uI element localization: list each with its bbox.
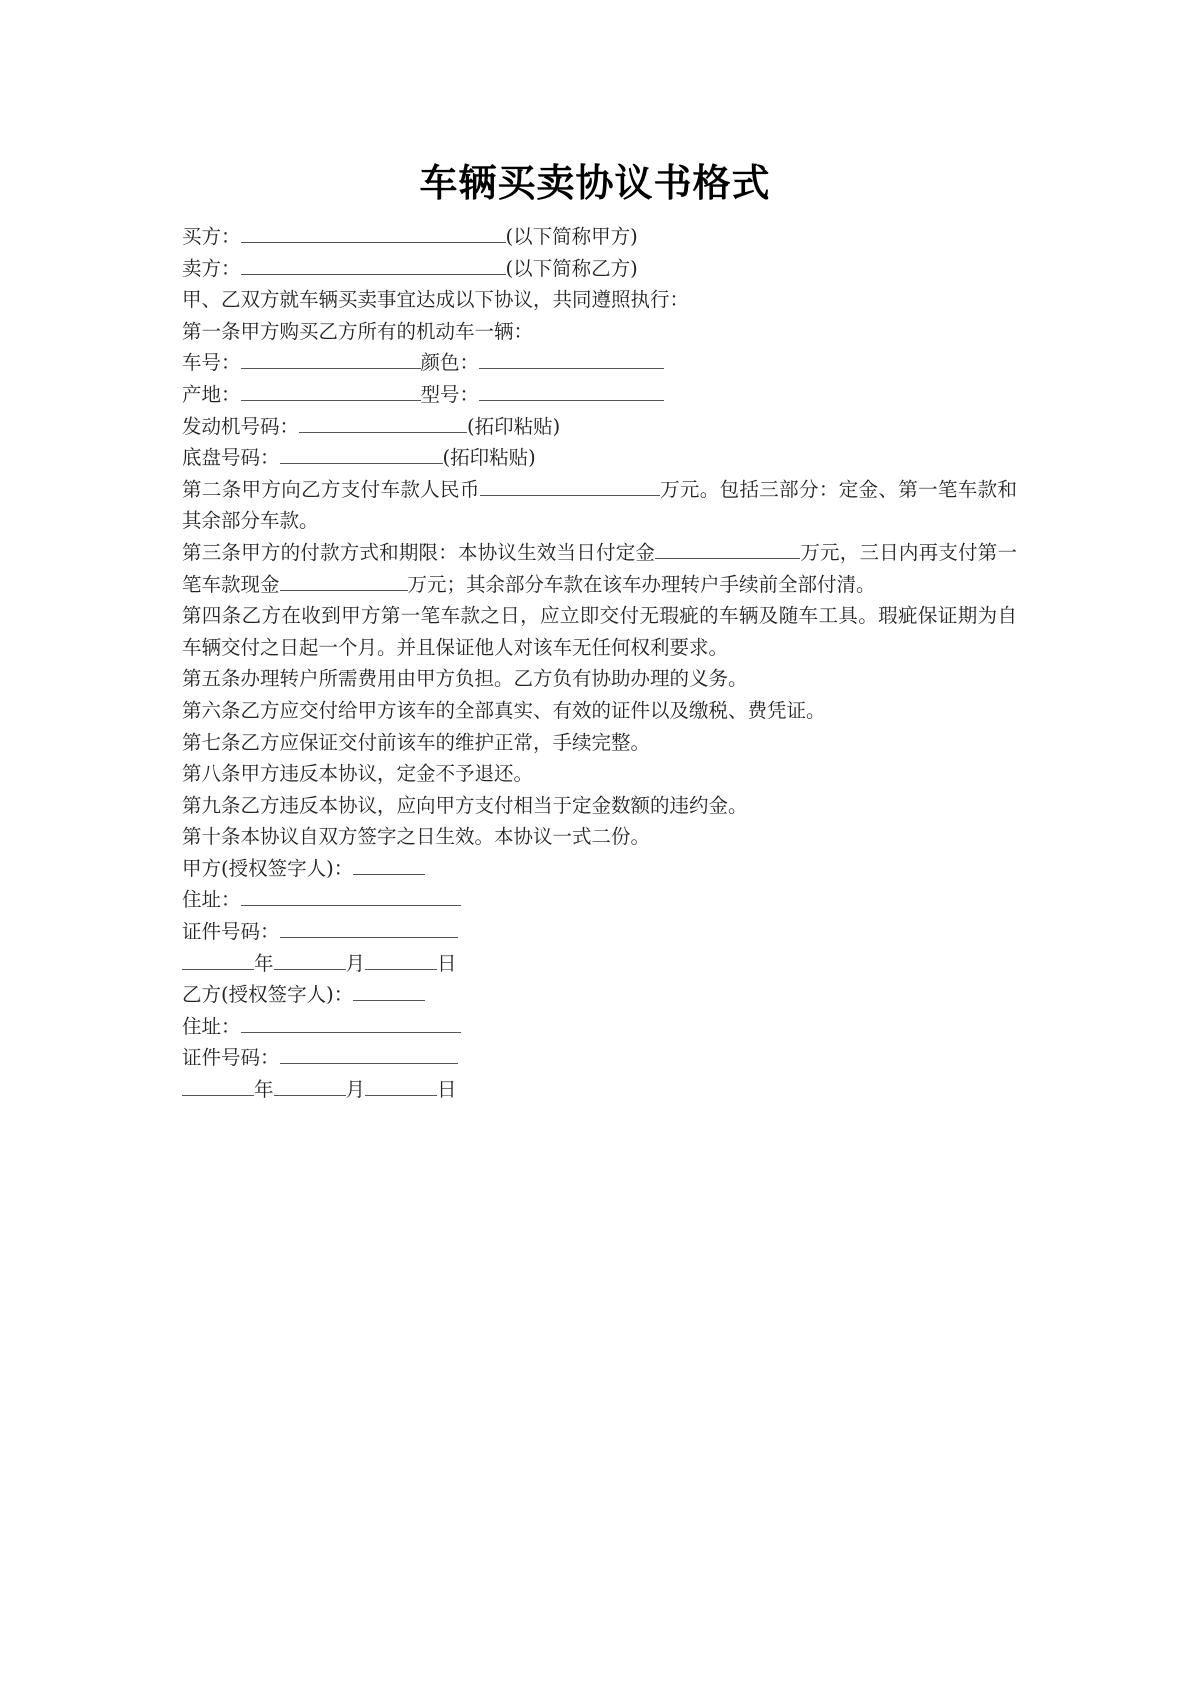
party-a-id-line bbox=[182, 916, 1017, 948]
party-b-year-field[interactable] bbox=[182, 1075, 254, 1096]
article-3 bbox=[182, 537, 1017, 600]
party-b-address-field[interactable] bbox=[241, 1012, 461, 1033]
document-title: 车辆买卖协议书格式 bbox=[419, 161, 771, 205]
buyer-note: (以下简称甲方) bbox=[505, 225, 638, 248]
first-payment-field[interactable] bbox=[280, 570, 408, 591]
plate-color-line bbox=[182, 347, 1017, 379]
party-a-signer-label: 甲方(授权签字人)： bbox=[182, 856, 354, 880]
party-a-id-field[interactable] bbox=[280, 917, 458, 938]
month-label: 月 bbox=[345, 951, 366, 975]
seller-line bbox=[182, 253, 1017, 285]
article-1: 第一条甲方购买乙方所有的机动车一辆： bbox=[182, 319, 534, 343]
party-b-id-label: 证件号码： bbox=[182, 1046, 280, 1070]
article-2-prefix: 第二条甲方向乙方支付车款人民币 bbox=[182, 477, 480, 501]
seller-name-field[interactable] bbox=[241, 254, 506, 275]
party-b-month-field[interactable] bbox=[274, 1075, 346, 1096]
party-b-address-line bbox=[182, 1011, 1017, 1043]
month-label: 月 bbox=[345, 1078, 366, 1102]
seller-label: 卖方： bbox=[182, 256, 241, 280]
party-b-signer-label: 乙方(授权签字人)： bbox=[182, 983, 354, 1007]
chassis-number-line bbox=[182, 442, 1017, 474]
party-b-id-field[interactable] bbox=[280, 1043, 458, 1064]
article-3-suffix: 万元；其余部分车款在该车办理转户手续前全部付清。 bbox=[407, 572, 876, 596]
article-3-middle: 万元，三日内再支付第一笔车款现金 bbox=[182, 540, 1017, 596]
chassis-note: (拓印粘贴) bbox=[442, 446, 536, 470]
origin-model-line bbox=[182, 379, 1017, 411]
origin-field[interactable] bbox=[241, 380, 421, 401]
party-a-day-field[interactable] bbox=[365, 949, 437, 970]
article-8: 第八条甲方违反本协议，定金不予退还。 bbox=[182, 762, 534, 786]
year-label: 年 bbox=[254, 1078, 274, 1102]
day-label: 日 bbox=[437, 1078, 457, 1102]
party-a-date-line bbox=[182, 948, 1017, 980]
party-b-address-label: 住址： bbox=[182, 1014, 241, 1038]
buyer-line bbox=[182, 221, 1017, 253]
article-4: 第四条乙方在收到甲方第一笔车款之日，应立即交付无瑕疵的车辆及随车工具。瑕疵保证期为自车辆交付之日起一个月。并且保证他人对该车无任何权利要求。 bbox=[182, 604, 1017, 659]
article-7: 第七条乙方应保证交付前该车的维护正常，手续完整。 bbox=[182, 730, 651, 754]
party-a-signature-field[interactable] bbox=[353, 854, 425, 875]
deposit-field[interactable] bbox=[655, 538, 800, 559]
day-label: 日 bbox=[437, 951, 457, 975]
buyer-label: 买方： bbox=[182, 225, 241, 248]
article-10: 第十条本协议自双方签字之日生效。本协议一式二份。 bbox=[182, 825, 651, 849]
year-label: 年 bbox=[254, 951, 274, 975]
total-price-field[interactable] bbox=[480, 475, 660, 496]
party-a-signer-line bbox=[182, 853, 1017, 885]
engine-label: 发动机号码： bbox=[182, 414, 300, 438]
party-a-month-field[interactable] bbox=[274, 949, 346, 970]
chassis-label: 底盘号码： bbox=[182, 446, 280, 470]
party-b-day-field[interactable] bbox=[365, 1075, 437, 1096]
party-a-address-field[interactable] bbox=[241, 885, 461, 906]
party-a-year-field[interactable] bbox=[182, 949, 254, 970]
engine-note: (拓印粘贴) bbox=[467, 414, 561, 438]
party-b-id-line bbox=[182, 1042, 1017, 1074]
engine-number-field[interactable] bbox=[299, 412, 467, 433]
article-2 bbox=[182, 474, 1017, 537]
article-2-suffix: 万元。包括三部分：定金、第一笔车款和其余部分车款。 bbox=[182, 477, 1017, 533]
origin-label: 产地： bbox=[182, 382, 241, 406]
party-b-signer-line bbox=[182, 979, 1017, 1011]
article-3-prefix: 第三条甲方的付款方式和期限：本协议生效当日付定金 bbox=[182, 540, 656, 564]
seller-note: (以下简称乙方) bbox=[505, 256, 638, 280]
color-label: 颜色： bbox=[420, 351, 480, 375]
party-a-id-label: 证件号码： bbox=[182, 920, 280, 944]
party-a-address-label: 住址： bbox=[182, 888, 241, 912]
party-a-address-line bbox=[182, 884, 1017, 916]
article-6: 第六条乙方应交付给甲方该车的全部真实、有效的证件以及缴税、费凭证。 bbox=[182, 698, 826, 722]
document-body bbox=[182, 221, 1017, 1106]
model-field[interactable] bbox=[479, 380, 664, 401]
plate-label: 车号： bbox=[182, 351, 241, 375]
preamble: 甲、乙双方就车辆买卖事宜达成以下协议，共同遵照执行： bbox=[182, 288, 690, 312]
chassis-number-field[interactable] bbox=[280, 443, 443, 464]
buyer-name-field[interactable] bbox=[241, 222, 506, 243]
party-b-signature-field[interactable] bbox=[353, 980, 425, 1001]
article-9: 第九条乙方违反本协议，应向甲方支付相当于定金数额的违约金。 bbox=[182, 793, 748, 817]
article-5: 第五条办理转户所需费用由甲方负担。乙方负有协助办理的义务。 bbox=[182, 667, 748, 691]
plate-number-field[interactable] bbox=[241, 348, 421, 369]
color-field[interactable] bbox=[479, 348, 664, 369]
engine-number-line bbox=[182, 411, 1017, 443]
model-label: 型号： bbox=[420, 382, 480, 406]
party-b-date-line bbox=[182, 1074, 1017, 1106]
